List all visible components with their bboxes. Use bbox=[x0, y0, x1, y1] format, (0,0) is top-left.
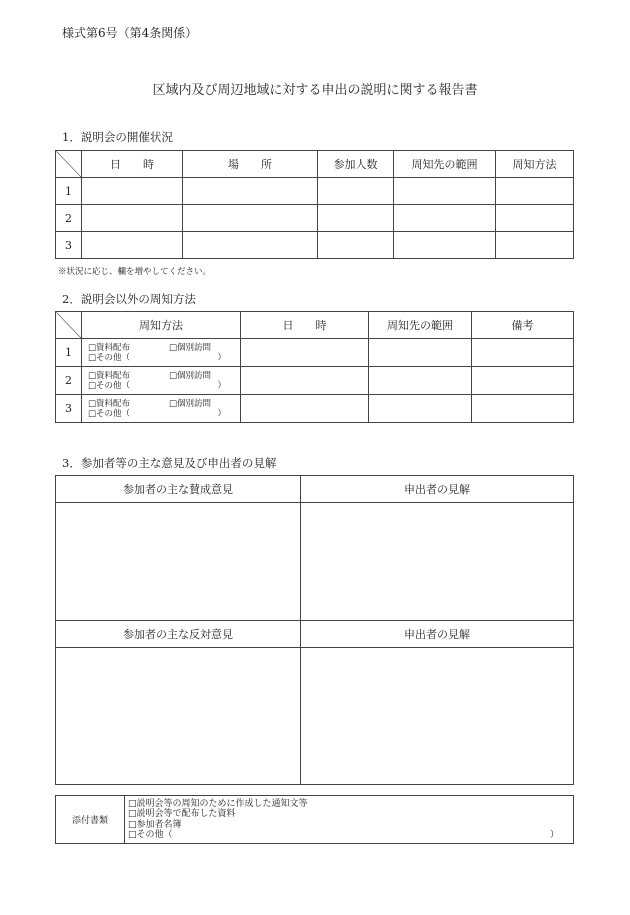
col-notice-method: 周知方法 bbox=[82, 312, 241, 339]
material-checkbox[interactable]: □資料配布 bbox=[88, 342, 131, 353]
cell-input[interactable] bbox=[369, 367, 472, 395]
applicant-view-area[interactable] bbox=[301, 648, 574, 785]
cell-input[interactable] bbox=[472, 395, 574, 423]
opposition-opinions-area[interactable] bbox=[56, 648, 301, 785]
row-number: 1 bbox=[56, 178, 82, 205]
table-row bbox=[56, 395, 574, 423]
other-checkbox[interactable]: □その他（ bbox=[88, 380, 131, 391]
close-paren: ） bbox=[217, 408, 226, 419]
cell-input[interactable] bbox=[394, 232, 496, 259]
table-row bbox=[56, 205, 574, 232]
page-title: 区域内及び周辺地域に対する申出の説明に関する報告書 bbox=[152, 83, 478, 98]
other-notice-table bbox=[55, 311, 574, 423]
section2-heading: 2．説明会以外の周知方法 bbox=[62, 292, 196, 306]
col-notice-method: 周知方法 bbox=[496, 151, 574, 178]
row-number: 3 bbox=[56, 232, 82, 259]
table-row bbox=[56, 232, 574, 259]
close-paren: ） bbox=[549, 830, 559, 840]
cell-input[interactable] bbox=[82, 178, 183, 205]
corner-cell bbox=[56, 151, 82, 178]
col-remarks: 備考 bbox=[472, 312, 574, 339]
section3-heading: 3．参加者等の主な意見及び申出者の見解 bbox=[62, 456, 277, 470]
form-number: 様式第6号（第4条関係） bbox=[62, 26, 198, 40]
cell-input[interactable] bbox=[183, 232, 318, 259]
cell-input[interactable] bbox=[318, 178, 394, 205]
view-header: 申出者の見解 bbox=[301, 621, 574, 648]
material-checkbox[interactable]: □資料配布 bbox=[88, 398, 131, 409]
row-number: 2 bbox=[56, 367, 82, 395]
visit-checkbox[interactable]: □個別訪問 bbox=[169, 342, 212, 353]
method-options bbox=[82, 339, 241, 367]
cell-input[interactable] bbox=[394, 178, 496, 205]
view-header: 申出者の見解 bbox=[301, 476, 574, 503]
attachment-item[interactable]: □説明会等の周知のために作成した通知文等 bbox=[128, 798, 308, 809]
row-number: 2 bbox=[56, 205, 82, 232]
method-options bbox=[82, 367, 241, 395]
row-number: 3 bbox=[56, 395, 82, 423]
support-header: 参加者の主な賛成意見 bbox=[56, 476, 301, 503]
col-place: 場 所 bbox=[183, 151, 318, 178]
visit-checkbox[interactable]: □個別訪問 bbox=[169, 398, 212, 409]
other-checkbox[interactable]: □その他（ bbox=[88, 352, 131, 363]
material-checkbox[interactable]: □資料配布 bbox=[88, 370, 131, 381]
attachments-table bbox=[55, 795, 574, 844]
method-options bbox=[82, 395, 241, 423]
close-paren: ） bbox=[217, 380, 226, 391]
cell-input[interactable] bbox=[183, 178, 318, 205]
cell-input[interactable] bbox=[496, 178, 574, 205]
cell-input[interactable] bbox=[472, 367, 574, 395]
cell-input[interactable] bbox=[369, 395, 472, 423]
section1-heading: 1．説明会の開催状況 bbox=[62, 130, 173, 144]
cell-input[interactable] bbox=[82, 205, 183, 232]
visit-checkbox[interactable]: □個別訪問 bbox=[169, 370, 212, 381]
support-opinions-area[interactable] bbox=[56, 503, 301, 621]
applicant-view-area[interactable] bbox=[301, 503, 574, 621]
cell-input[interactable] bbox=[472, 339, 574, 367]
cell-input[interactable] bbox=[241, 367, 369, 395]
corner-cell bbox=[56, 312, 82, 339]
col-datetime: 日 時 bbox=[82, 151, 183, 178]
section1-note: ※状況に応じ、欄を増やしてください。 bbox=[58, 267, 212, 277]
opposition-header: 参加者の主な反対意見 bbox=[56, 621, 301, 648]
attachments-label: 添付書類 bbox=[56, 796, 125, 844]
cell-input[interactable] bbox=[369, 339, 472, 367]
attachment-item[interactable]: □説明会等で配布した資料 bbox=[128, 809, 236, 819]
row-number: 1 bbox=[56, 339, 82, 367]
cell-input[interactable] bbox=[183, 205, 318, 232]
attachment-item[interactable]: □参加者名簿 bbox=[128, 819, 182, 830]
cell-input[interactable] bbox=[318, 232, 394, 259]
cell-input[interactable] bbox=[318, 205, 394, 232]
table-row bbox=[56, 178, 574, 205]
close-paren: ） bbox=[217, 352, 226, 363]
cell-input[interactable] bbox=[394, 205, 496, 232]
cell-input[interactable] bbox=[241, 339, 369, 367]
table-row bbox=[56, 339, 574, 367]
col-participants: 参加人数 bbox=[318, 151, 394, 178]
attachment-item[interactable]: □その他（ bbox=[128, 830, 173, 840]
other-checkbox[interactable]: □その他（ bbox=[88, 408, 131, 419]
opinions-table bbox=[55, 475, 574, 785]
meeting-status-table bbox=[55, 150, 574, 259]
cell-input[interactable] bbox=[82, 232, 183, 259]
col-datetime: 日 時 bbox=[241, 312, 369, 339]
table-row bbox=[56, 367, 574, 395]
cell-input[interactable] bbox=[496, 205, 574, 232]
attachments-list bbox=[125, 796, 574, 844]
col-notice-range: 周知先の範囲 bbox=[369, 312, 472, 339]
col-notice-range: 周知先の範囲 bbox=[394, 151, 496, 178]
cell-input[interactable] bbox=[241, 395, 369, 423]
cell-input[interactable] bbox=[496, 232, 574, 259]
